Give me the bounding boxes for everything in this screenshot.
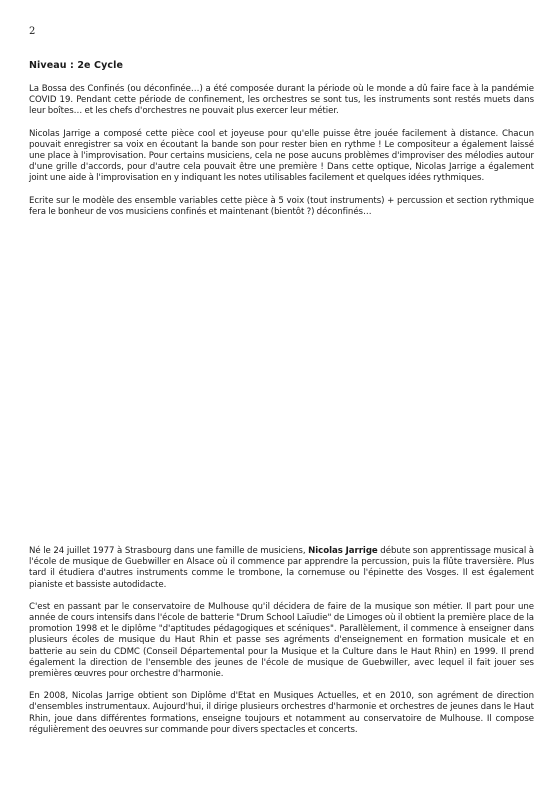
description-paragraph-2: Nicolas Jarrige a composé cette pièce cool et joyeuse pour qu'elle puisse être jouée facilement à distance. Chacun pouvait enregistrer sa voix en écoutant la bande son pour rester bien en rythme ! Le compositeur a également laissé une place à l'improvisation. Pour certains musiciens, cela ne pose aucuns problèmes d'improviser des mélodies autour d'une grille d'accords, pour d'autre cela pouvait être une première ! Dans cette optique, Nicolas Jarrige a également joint une aide à l'improvisation en y indiquant les notes utilisables facilement et quelques idées rythmiques. [29, 128, 534, 184]
biography-paragraph-1 [29, 546, 534, 591]
piece-description [29, 84, 534, 218]
page-number: 2 [29, 26, 36, 37]
description-paragraph-3: Ecrite sur le modèle des ensemble variables cette pièce à 5 voix (tout instruments) + percussion et section rythmique fera le bonheur de vos musiciens confinés et maintenant (bientôt ?) déconfinés… [29, 195, 534, 217]
level-heading: Niveau : 2e Cycle [29, 60, 123, 71]
composer-biography [29, 546, 534, 736]
description-paragraph-1: La Bossa des Confinés (ou déconfinée…) a été composée durant la période où le monde a dû faire face à la pandémie COVID 19. Pendant cette période de confinement, les orchestres se sont tus, les instruments sont restés muets dans leur boîtes… et les chefs d'orchestres ne pouvait plus exercer leur métier. [29, 84, 534, 117]
biography-paragraph-2: C'est en passant par le conservatoire de Mulhouse qu'il décidera de faire de la musique son métier. Il part pour une année de cours intensifs dans l'école de batterie "Drum School Laïudie" de Limoges où il obtient la première place de la promotion 1998 et le diplôme "d'aptitudes pédagogiques et scéniques". Parallèlement, il commence à enseigner dans plusieurs écoles de musique du Haut Rhin et passe ses agréments d'enseignement en formation musicale et en batterie au sein du CDMC (Conseil Départemental pour la Musique et la Culture dans le Haut Rhin) en 1999. Il prend également la direction de l'ensemble des jeunes de l'école de musique de Guebwiller, avec lequel il fait jouer ses premières œuvres pour orchestre d'harmonie. [29, 601, 534, 680]
composer-name: Nicolas Jarrige [308, 546, 378, 556]
biography-paragraph-3: En 2008, Nicolas Jarrige obtient son Diplôme d'Etat en Musiques Actuelles, et en 2010, son agrément de direction d'ensembles instrumentaux. Aujourd'hui, il dirige plusieurs orchestres d'harmonie et orchestres de jeunes dans le Haut Rhin, joue dans différentes formations, enseigne toujours et notamment au conservatoire de Mulhouse. Il compose régulièrement des oeuvres sur commande pour divers spectacles et concerts. [29, 691, 534, 735]
biography-intro-text: Né le 24 juillet 1977 à Strasbourg dans une famille de musiciens, [29, 546, 309, 556]
biography-intro-rest: débute son apprentissage musical à l'école de musique de Guebwiller en Alsace où il commence par apprendre la percussion, puis la flûte traversière. Plus tard il étudiera d'autres instruments comme le trombone, la cornemuse ou l'épinette des Vosges. Il est également pianiste et bassiste autodidacte. [29, 546, 534, 590]
